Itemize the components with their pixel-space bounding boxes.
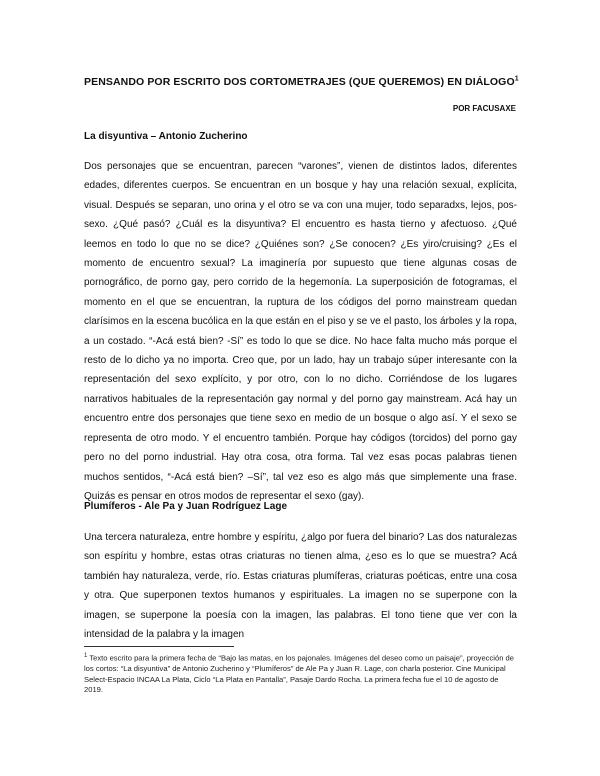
section-body-plumiferos: Una tercera naturaleza, entre hombre y espíritu, ¿algo por fuera del binario? Las dos naturalezas son espíritu y hombre, estas otras criaturas no tienen alma, ¿eso es lo que se muestra? Acá también hay naturaleza, verde, río. Estas criaturas plumíferas, criaturas poéticas, entre una cosa y otra. Que superponen textos humanos y espirituales. La imagen no se superpone con la imagen, se superpone la poesía con la imagen, las palabras. El tono tiene que ver con la intensidad de la palabra y la imagen — [84, 532, 517, 641]
section-body-la-disyuntiva: Dos personajes que se encuentran, parecen “varones”, vienen de distintos lados, diferentes edades, diferentes cuerpos. Se encuentran en un bosque y hay una relación sexual, explícita, visual. Después se separan, uno orina y el otro se va con una mujer, todo separadxs, lejos, pos-sexo. ¿Qué pasó? ¿Cuál es la disyuntiva? El encuentro es hasta tierno y afectuoso. ¿Qué leemos en todo lo que no se dice? ¿Quiénes son? ¿Se conocen? ¿Es yiro/cruising? ¿Es el momento de encuentro sexual? La imaginería por supuesto que tiene algunas cosas de pornográfico, de porno gay, pero corrido de la hegemonía. La superposición de fotogramas, el momento en el que se encuentran, la ruptura de los códigos del porno mainstream quedan clarísimos en la escena bucólica en la que están en el piso y se ve el pasto, los árboles y la ropa, a un costado. “-Acá está bien? -Sí” es todo lo que se dice. No hace falta mucho más porque el resto de lo dicho ya no importa. Creo que, por un lado, hay un trabajo súper interesante con la representación del sexo explícito, y por otro, con lo no dicho. Corriéndose de los lugares narrativos habituales de la representación gay normal y del porno gay mainstream. Acá hay un encuentro entre dos personajes que tiene sexo en medio de un bosque o algo así. Y el sexo se representa de otro modo. Y el encuentro también. Porque hay códigos (torcidos) del porno gay pero no del porno industrial. Hay otra cosa, otra forma. Tal vez esas pocas palabras tienen muchos sentidos, “-Acá está bien? –Sí”, tal vez eso es algo más que simplemente una frase. Quizás es pensar en otros modos de representar el sexo (gay). — [84, 161, 517, 502]
footnote-number: 1 — [84, 653, 88, 659]
author-byline: POR FACUSAXE — [452, 104, 516, 113]
document-title — [84, 75, 524, 89]
footnote — [84, 651, 517, 696]
document-title-text: PENSANDO POR ESCRITO DOS CORTOMETRAJES (QUE QUEREMOS) EN DIÁLOGO — [84, 76, 515, 88]
section-heading-plumiferos: Plumíferos - Ale Pa y Juan Rodríguez Lage — [84, 501, 288, 512]
footnote-text: Texto escrito para la primera fecha de “Bajo las matas, en los pajonales. Imágenes del deseo como un paisaje”, proyección de los cortos: “La disyuntiva” de Antonio Zucherino y “Plumíferos” de Ale Pa y Juan R. Lage, con charla posterior. Cine Municipal Select-Espacio INCAA La Plata, Ciclo “La Plata en Pantalla”, Pasaje Dardo Rocha. La primera fecha fue el 10 de agosto de 2019. — [84, 653, 514, 695]
footnote-divider — [84, 646, 234, 647]
section-heading-la-disyuntiva: La disyuntiva – Antonio Zucherino — [84, 131, 248, 142]
footnote-reference[interactable]: 1 — [514, 75, 519, 83]
